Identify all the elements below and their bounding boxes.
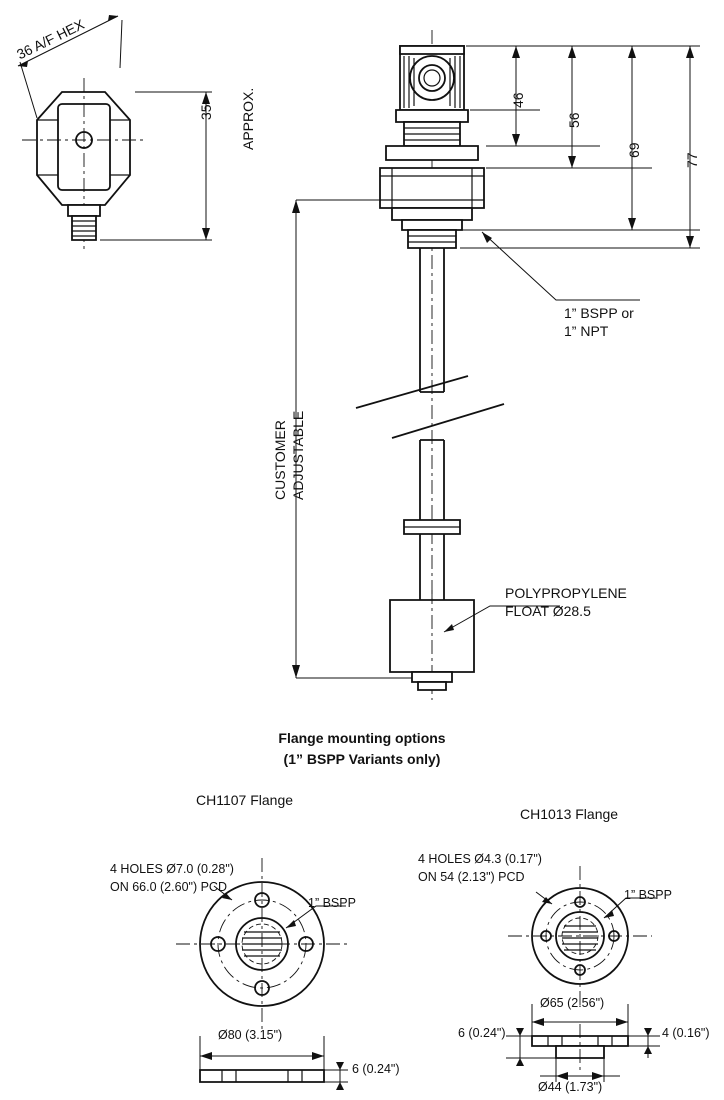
flange-options-heading-line1: Flange mounting options (278, 730, 446, 746)
dim-69: 69 (626, 142, 642, 158)
ch1107-holes-note-line2: ON 66.0 (2.60") PCD (110, 880, 227, 894)
hex-size-label: 36 A/F HEX (14, 15, 87, 63)
flange-options-heading-line2: (1” BSPP Variants only) (283, 751, 441, 767)
customer-adjustable-label: CUSTOMER ADJUSTABLE (272, 410, 306, 500)
ch1013-thickness-right: 4 (0.16") (662, 1026, 710, 1040)
ch1013-outer-dia: Ø65 (2.56") (540, 996, 605, 1010)
main-assembly-view (292, 30, 700, 700)
ch1107-thickness: 6 (0.24") (352, 1062, 400, 1076)
ch1013-flange-title: CH1013 Flange (520, 806, 619, 822)
ch1013-port-label: 1” BSPP (624, 888, 672, 902)
ch1107-port-label: 1” BSPP (308, 896, 356, 910)
ch1013-thickness-left: 6 (0.24") (458, 1026, 506, 1040)
ch1013-holes-note-line2: ON 54 (2.13") PCD (418, 870, 525, 884)
ch1107-flange-title: CH1107 Flange (196, 792, 294, 808)
ch1013-boss-dia: Ø44 (1.73") (538, 1080, 603, 1094)
ch1013-holes-note-line1: 4 HOLES Ø4.3 (0.17") (418, 852, 542, 866)
approx-height-dim: 35 (198, 104, 214, 120)
dim-46: 46 (510, 92, 526, 108)
process-connection-note: 1” BSPP or 1” NPT (564, 305, 634, 339)
approx-note: APPROX. (240, 87, 256, 150)
ch1107-holes-note-line1: 4 HOLES Ø7.0 (0.28") (110, 862, 234, 876)
dim-77: 77 (684, 152, 700, 168)
float-note: POLYPROPYLENE FLOAT Ø28.5 (505, 585, 627, 619)
dim-56: 56 (566, 112, 582, 128)
ch1107-outer-dia: Ø80 (3.15") (218, 1028, 283, 1042)
